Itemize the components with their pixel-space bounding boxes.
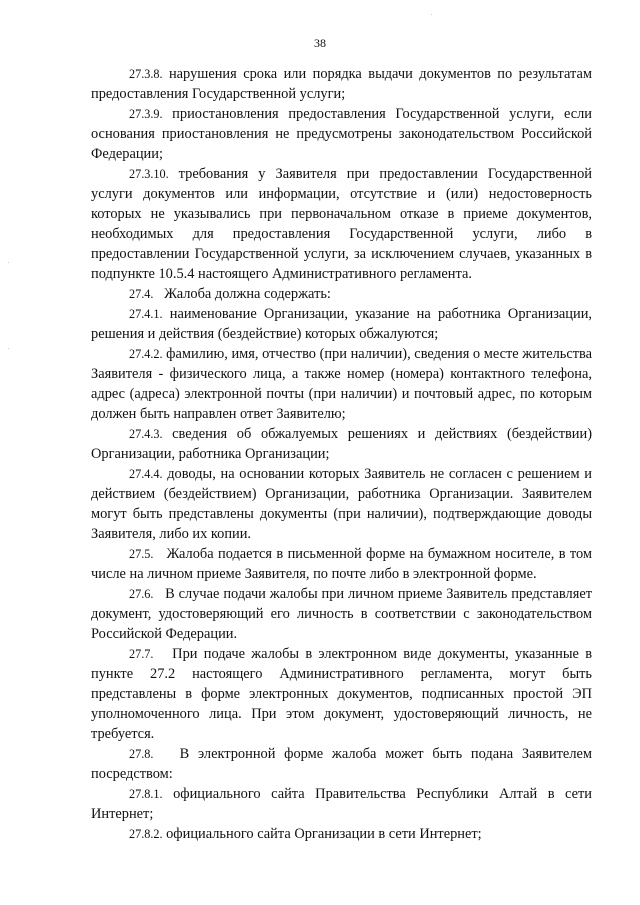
paragraph-text: Жалоба должна содержать:	[153, 286, 331, 302]
paragraph-27-4	[91, 284, 592, 304]
paragraph-text: наименование Организации, указание на работника Организации, решения и действия (бездействие) которых обжалуются;	[91, 306, 592, 342]
paragraph-27-3-8	[91, 64, 592, 104]
paragraph-text: В электронной форме жалоба может быть подана Заявителем посредством:	[91, 746, 596, 782]
paragraph-number: 27.7.	[129, 647, 154, 661]
paragraph-27-8-1	[91, 784, 592, 824]
paragraph-text: приостановления предоставления Государственной услуги, если основания приостановления не предусмотрены законодательством Российской Федерации;	[91, 106, 592, 162]
paragraph-27-3-10	[91, 164, 592, 284]
paragraph-27-3-9	[91, 104, 592, 164]
paragraph-number: 27.4.4.	[129, 467, 163, 481]
paragraph-27-4-4	[91, 464, 592, 544]
scan-speck	[431, 14, 432, 15]
paragraph-27-6	[91, 584, 596, 644]
paragraph-27-5	[91, 544, 596, 584]
paragraph-number: 27.3.9.	[129, 107, 163, 121]
paragraph-number: 27.4.2.	[129, 347, 163, 361]
paragraph-27-7	[91, 644, 596, 744]
paragraph-number: 27.4.1.	[129, 307, 163, 321]
paragraph-text: фамилию, имя, отчество (при наличии), сведения о месте жительства Заявителя - физического лица, а также номер (номера) контактного телефона, адрес (адреса) электронной почты (при наличии) и почтовый адрес, по которым должен быть направлен ответ Заявителю;	[91, 346, 592, 422]
paragraph-number: 27.3.8.	[129, 67, 163, 81]
page-number: 38	[314, 36, 326, 50]
paragraph-text: Жалоба подается в письменной форме на бумажном носителе, в том числе на личном приеме Заявителя, по почте либо в электронной форме.	[91, 546, 596, 582]
paragraph-number: 27.8.1.	[129, 787, 163, 801]
paragraph-27-8	[91, 744, 596, 784]
paragraph-text: официального сайта Организации в сети Интернет;	[162, 826, 482, 842]
paragraph-number: 27.8.	[129, 747, 154, 761]
scan-speck	[8, 348, 9, 349]
paragraph-text: При подаче жалобы в электронном виде документы, указанные в пункте 27.2 настоящего Административного регламента, могут быть представлены в форме электронных документов, подписанных простой ЭП уполномоченного лица. При этом документ, удостоверяющий личность, не требуется.	[91, 646, 596, 742]
paragraph-27-4-2	[91, 344, 592, 424]
document-body	[91, 64, 596, 844]
paragraph-text: доводы, на основании которых Заявитель не согласен с решением и действием (бездействием) Организации, работника Организации. Заявителем могут быть представлены документы (при наличии), подтверждающие доводы Заявителя, либо их копии.	[91, 466, 592, 542]
paragraph-number: 27.6.	[129, 587, 154, 601]
paragraph-number: 27.4.	[129, 287, 154, 301]
paragraph-27-8-2	[91, 824, 592, 844]
paragraph-number: 27.3.10.	[129, 167, 169, 181]
paragraph-27-4-1	[91, 304, 592, 344]
paragraph-text: официального сайта Правительства Республики Алтай в сети Интернет;	[91, 786, 592, 822]
paragraph-text: сведения об обжалуемых решениях и действиях (бездействии) Организации, работника Организации;	[91, 426, 592, 462]
paragraph-text: требования у Заявителя при предоставлении Государственной услуги документов или информации, отсутствие и (или) недостоверность которых не указывались при первоначальном отказе в приеме документов, необходимых для предоставления Государственной услуги, либо в предоставлении Государственной услуги, за исключением случаев, указанных в подпункте 10.5.4 настоящего Административного регламента.	[91, 166, 592, 282]
paragraph-text: нарушения срока или порядка выдачи документов по результатам предоставления Государственной услуги;	[91, 66, 592, 102]
paragraph-number: 27.8.2.	[129, 827, 163, 841]
paragraph-27-4-3	[91, 424, 592, 464]
paragraph-number: 27.5.	[129, 547, 154, 561]
paragraph-text: В случае подачи жалобы при личном приеме Заявитель представляет документ, удостоверяющий его личность в соответствии с законодательством Российской Федерации.	[91, 586, 596, 642]
scan-speck	[8, 262, 9, 263]
paragraph-number: 27.4.3.	[129, 427, 163, 441]
